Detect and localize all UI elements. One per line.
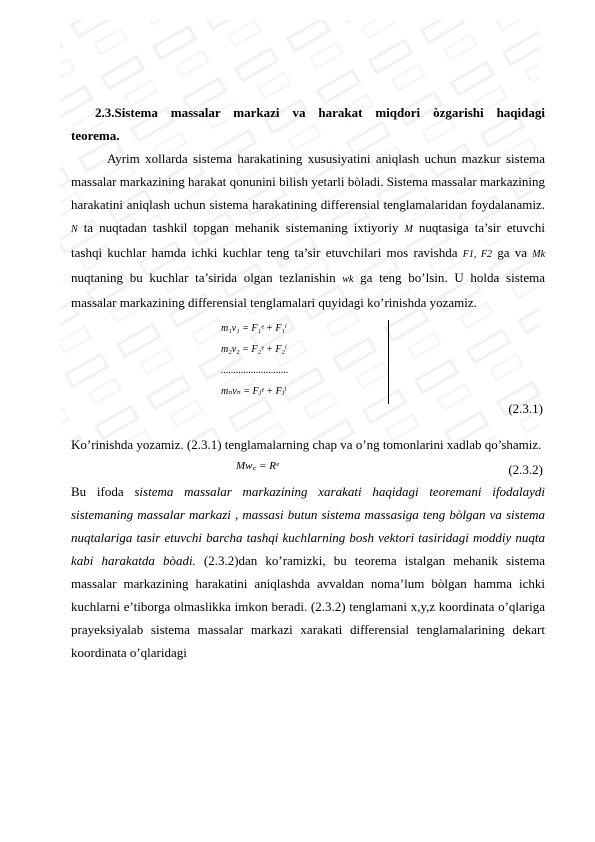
equation-main: [71, 456, 545, 480]
theorem-statement: sistema massalar markazining xarakati haqidagi teoremani ifodalaydi sistemaning massalar markazi , massasi butun sistema massasiga teng bòlgan va sistema nuqtalariga tasir etuvchi barcha tashqi kuchlarning bosh vektori tasiridagi moddiy nuqta kabi harakatda bòadi.: [71, 484, 545, 568]
equation-system: [71, 314, 545, 427]
symbol-n: N: [71, 224, 78, 235]
paragraph-sum: Ko’rinishda yozamiz. (2.3.1) tenglamalarning chap va o’ng tomonlarini xadlab qo’shamiz.: [71, 437, 542, 452]
section-heading: 2.3.Sistema massalar markazi va harakat miqdori òzgarishi haqidagi: [95, 105, 545, 120]
equation-number: (2.3.1): [508, 401, 543, 416]
symbol-m: M: [404, 224, 413, 235]
symbol-forces: F1, F2: [462, 249, 492, 260]
equation-row: m₂v₂ = F₂ᵉ + F₂ⁱ: [221, 344, 287, 355]
paragraph-theorem: Bu ifoda sistema massalar markazining xarakati haqidagi teoremani ifodalaydi sistemaning massalar markazi , massasi butun sistema massasiga teng bòlgan va sistema nuqtalariga tasir etuvchi barcha tashqi kuchlarning bosh vektori tasiridagi moddiy nuqta kabi harakatda bòadi. (2.3.2)dan ko’ramizki, bu teorema istalgan mehanik sistema massalar markazining harakatini aniqlashda avvaldan noma’lum bòlgan hamma ichki kuchlarni e’tiborga olmaslikka imkon beradi. (2.3.2) tenglamani x,y,z koordinata o’qlariga prayeksiyalab sistema massalar markazi xarakati differensial tenglamalarining dekart koordinata o’qlaridagi: [71, 484, 545, 660]
symbol-wk: wk: [342, 274, 354, 285]
equation-brace: [380, 320, 389, 404]
section-heading-cont: teorema.: [71, 128, 120, 143]
page-content: [71, 101, 545, 664]
symbol-mk: Mk: [532, 249, 546, 260]
equation-row: m₁v₁ = F₁ᵉ + F₁ⁱ: [221, 323, 287, 334]
equation-row: ...........................: [221, 365, 289, 376]
paragraph-intro: Ayrim xollarda sistema harakatining xususiyatini aniqlash uchun mazkur sistema massalar markazining harakat qonunini bilish yetarli bòladi. Sistema massalar markazining harakatini aniqlash uchun sistema harakatining differensial tenglamalaridan foydalanamiz. N ta nuqtadan tashkil topgan mehanik sistemaning ixtiyoriy M nuqtasiga ta’sir etuvchi tashqi kuchlar hamda ichki kuchlar teng ta’sir etuvchilari mos ravishda F1, F2 ga va Mk nuqtaning bu kuchlar ta’sirida olgan tezlanishin wk ga teng bo’lsin. U holda sistema massalar markazining differensial tenglamalari quyidagi ko’rinishda yozamiz.: [71, 151, 546, 310]
equation-row: mₙvₙ = Fⱼᵉ + Fⱼⁱ: [221, 386, 287, 397]
equation-expression: Mw꜀ = Rᵉ: [236, 460, 279, 472]
equation-number: (2.3.2): [508, 462, 543, 477]
